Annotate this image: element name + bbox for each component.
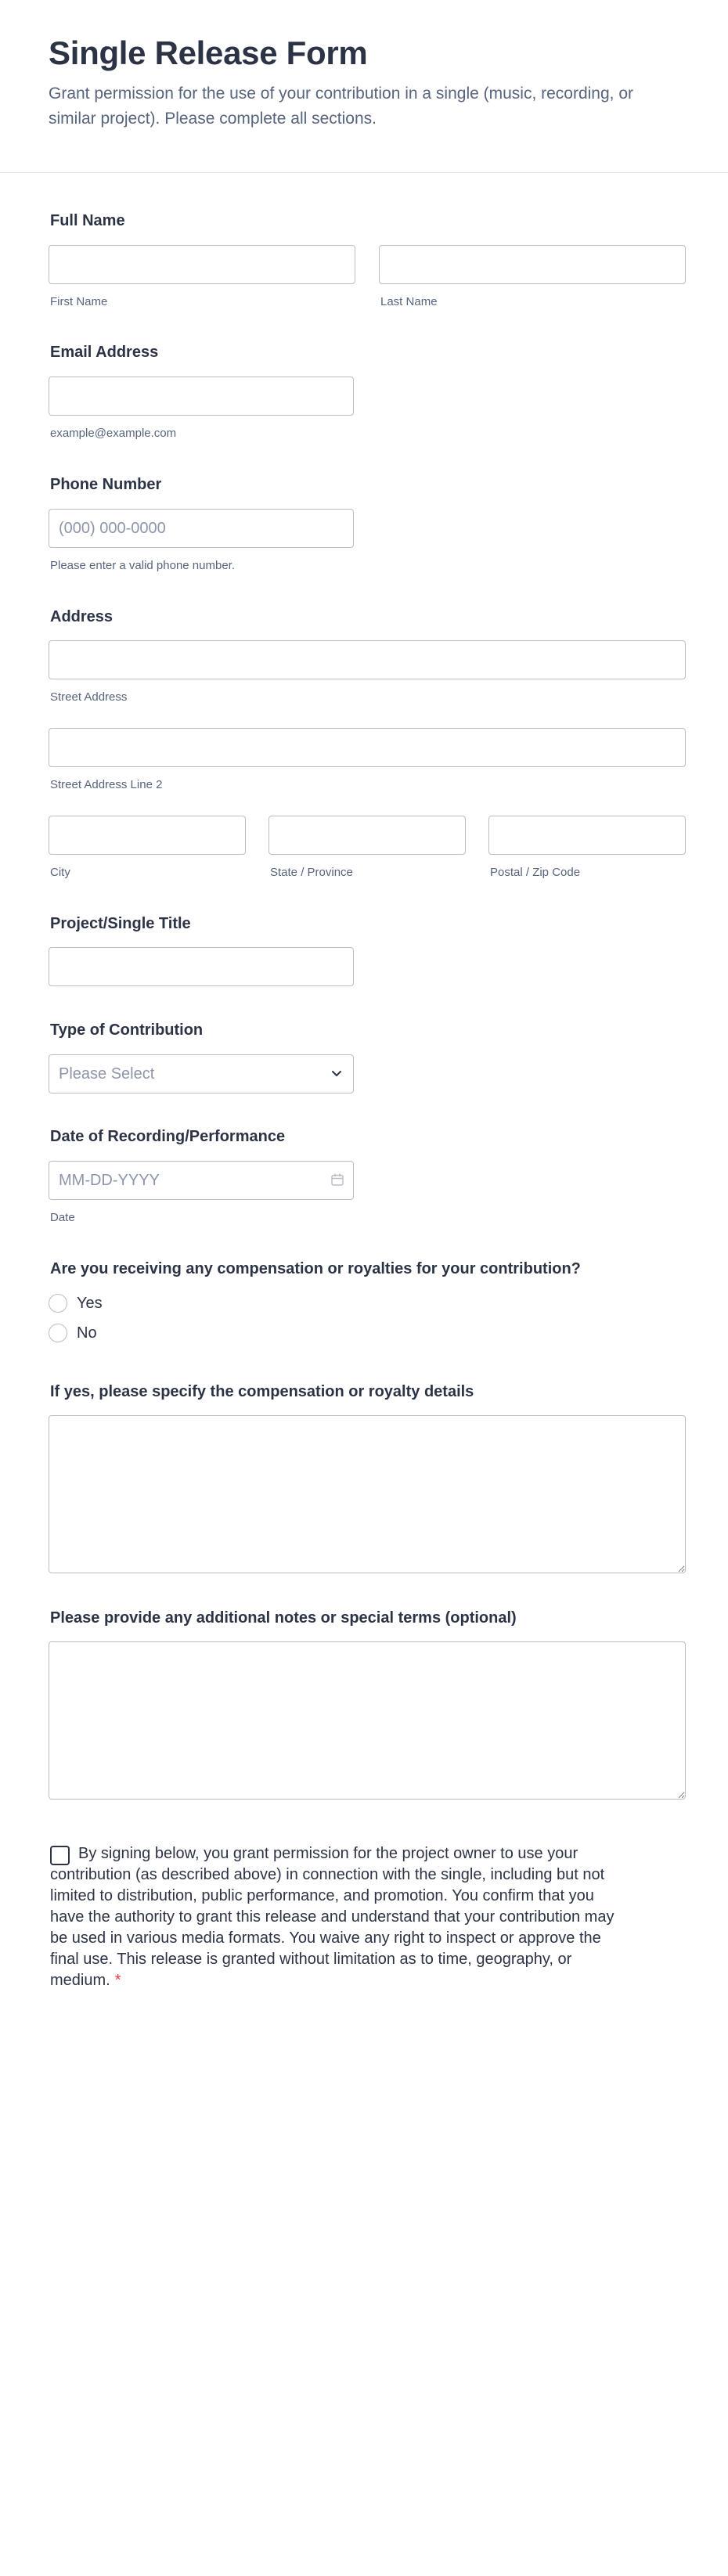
compensation-option-no[interactable] [49,1322,97,1344]
last-name-sublabel: Last Name [380,295,438,308]
compensation-details-label: If yes, please specify the compensation or royalty details [50,1383,474,1400]
phone-input[interactable] [49,509,354,548]
form-title: Single Release Form [49,34,368,71]
first-name-input[interactable] [49,245,355,284]
first-name-sublabel: First Name [50,295,108,308]
project-title-input[interactable] [49,947,354,986]
notes-textarea[interactable] [49,1641,686,1800]
address-label: Address [50,608,114,625]
compensation-question-label: Are you receiving any compensation or royalties for your contribution? [50,1260,581,1277]
compensation-details-textarea[interactable] [49,1415,686,1573]
contribution-type-label: Type of Contribution [50,1021,204,1039]
form-subtitle: Grant permission for the use of your contribution in a single (music, recording, or similar project). Please complete all sections. [49,85,634,128]
form-header [0,0,728,173]
phone-label: Phone Number [50,476,162,493]
notes-label: Please provide any additional notes or special terms (optional) [50,1609,517,1627]
calendar-icon[interactable] [330,1173,344,1187]
radio-label: Yes [77,1294,103,1312]
zip-input[interactable] [488,816,686,855]
phone-sublabel: Please enter a valid phone number. [50,559,235,572]
chevron-down-icon [330,1066,344,1080]
radio-label: No [77,1324,97,1342]
state-sublabel: State / Province [270,866,353,879]
consent-text: By signing below, you grant permission for the project owner to use your contribution (as described above) in connection with the single, including but not limited to distribution, public performance, and promotion. You confirm that you have the authority to grant this release and understand that your contribution may be used in various media formats. You waive any right to inspect or approve the final use. This release is granted without limitation as to time, geography, or medium. [50,1845,614,1989]
contribution-type-select[interactable] [49,1054,354,1093]
radio-button[interactable] [49,1294,67,1313]
full-name-label: Full Name [50,212,125,229]
street-address-line2-input[interactable] [49,728,686,767]
compensation-option-yes[interactable] [49,1292,103,1314]
email-input[interactable] [49,376,354,416]
last-name-input[interactable] [379,245,686,284]
street-address-line2-sublabel: Street Address Line 2 [50,778,163,791]
radio-button[interactable] [49,1324,67,1342]
city-sublabel: City [50,866,70,879]
street-address-sublabel: Street Address [50,690,128,704]
street-address-input[interactable] [49,640,686,679]
state-input[interactable] [268,816,466,855]
date-field [49,1161,354,1200]
date-input[interactable] [49,1161,354,1200]
project-title-label: Project/Single Title [50,915,191,932]
city-input[interactable] [49,816,246,855]
email-sublabel: example@example.com [50,427,177,440]
required-asterisk: * [114,1972,121,1989]
date-label: Date of Recording/Performance [50,1128,286,1145]
consent-statement [50,1843,622,1991]
zip-sublabel: Postal / Zip Code [490,866,581,879]
date-sublabel: Date [50,1211,75,1224]
contribution-type-selected: Please Select [59,1065,155,1083]
email-label: Email Address [50,344,159,361]
